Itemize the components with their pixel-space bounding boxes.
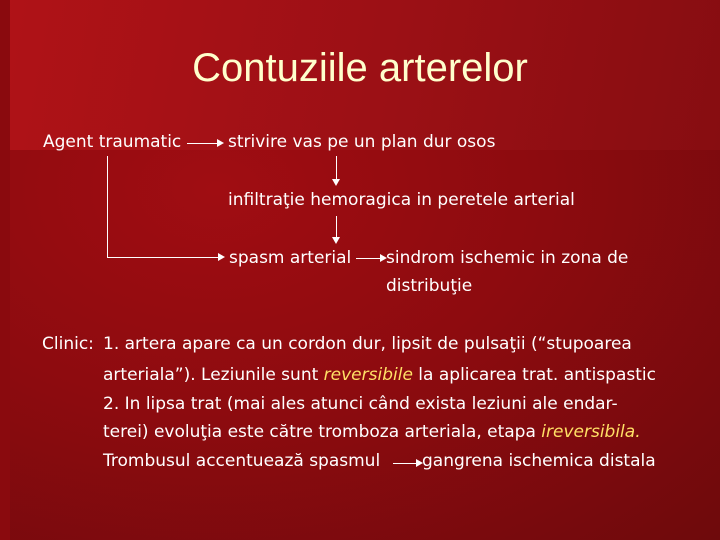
clinic-line-4 (103, 421, 641, 443)
sindrom-label-line2: distribuţie (386, 276, 473, 296)
reversibile-emphasis: reversibile (323, 365, 413, 385)
strivire-label: strivire vas pe un plan dur osos (228, 132, 496, 152)
clinic-line-2 (103, 364, 656, 386)
slide-title: Contuziile arterelor (192, 46, 528, 90)
clinic-label: Clinic: (42, 334, 94, 354)
clinic-line-4-start: terei) evoluţia este către tromboza arteriala, etapa (103, 422, 542, 442)
spasm-label: spasm arterial (229, 248, 352, 268)
infiltratie-label: infiltraţie hemoragica in peretele arterial (228, 190, 575, 210)
sindrom-label-line1: sindrom ischemic in zona de (386, 248, 629, 268)
arrow-spasm-to-gangrena (393, 463, 417, 464)
clinic-line-3: 2. In lipsa trat (mai ales atunci când exista leziuni ale endar- (103, 394, 618, 414)
connector-vertical-left (107, 156, 108, 258)
arrow-strivire-to-infiltratie (336, 156, 337, 180)
clinic-line-5-end: gangrena ischemica distala (422, 451, 656, 471)
clinic-line-2-end: la aplicarea trat. antispastic (412, 365, 656, 385)
ireversibila-emphasis: ireversibila. (541, 422, 641, 442)
arrow-agent-to-strivire (187, 143, 218, 144)
agent-traumatic-label: Agent traumatic (43, 132, 182, 152)
arrow-spasm-to-sindrom (356, 258, 381, 259)
clinic-line-2-start: arteriala”). Leziunile sunt (103, 365, 324, 385)
arrow-agent-to-spasm (107, 257, 219, 258)
clinic-line-1: 1. artera apare ca un cordon dur, lipsit de pulsaţii (“stupoarea (103, 334, 632, 354)
arrow-infiltratie-to-spasm (336, 216, 337, 238)
clinic-line-5-start: Trombusul accentuează spasmul (103, 451, 381, 471)
